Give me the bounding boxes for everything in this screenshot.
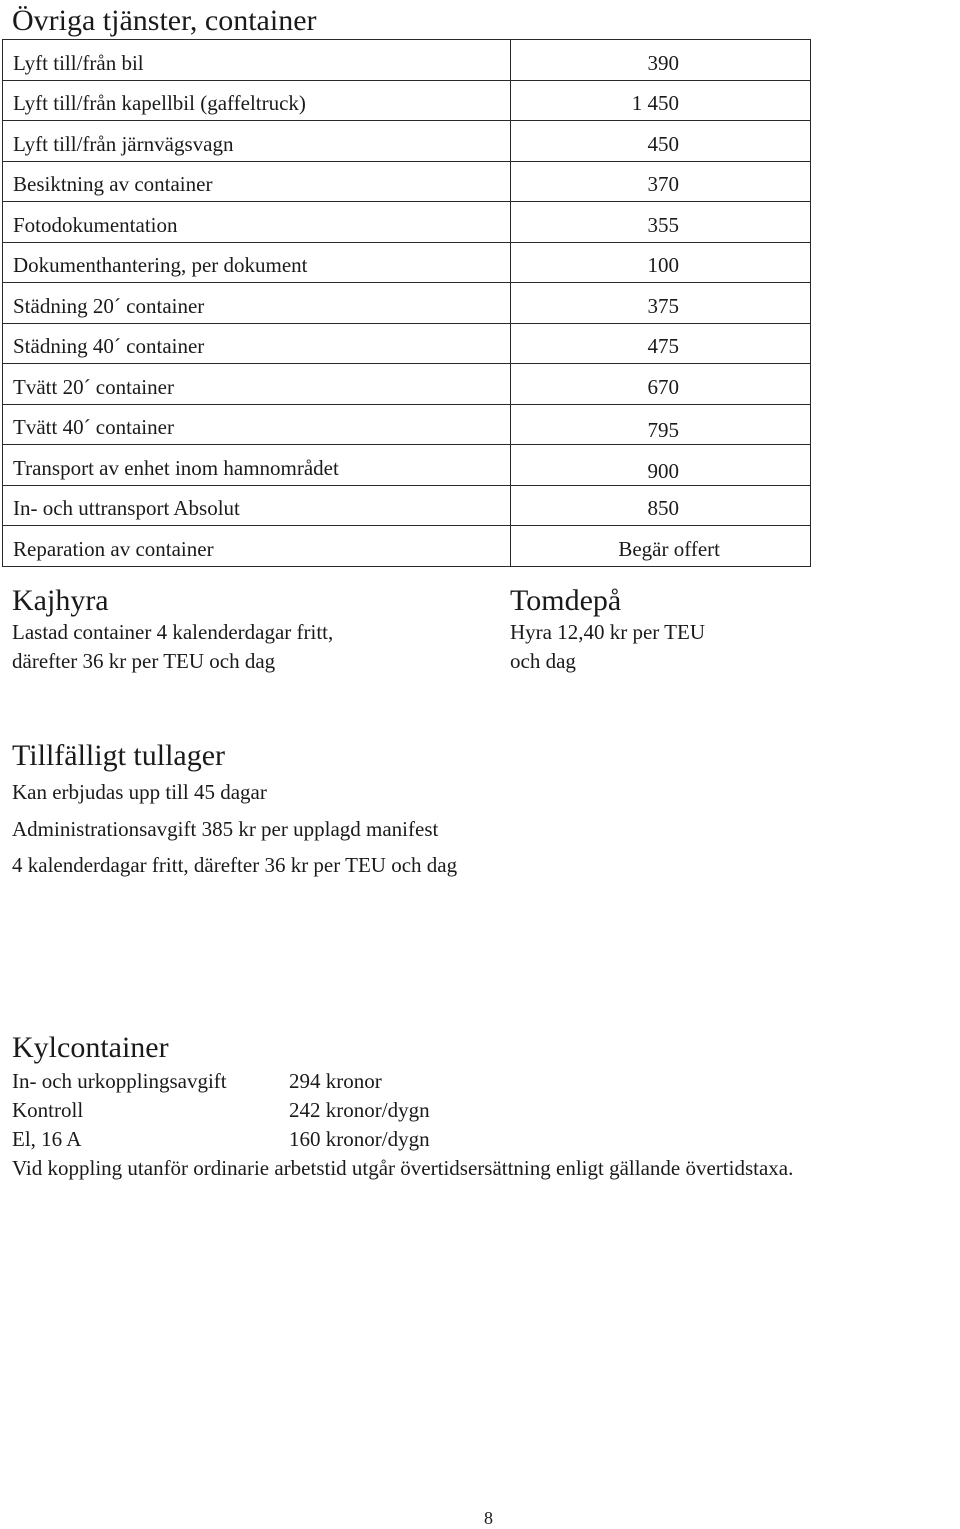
table-row	[3, 40, 811, 81]
tullager-heading: Tillfälligt tullager	[12, 739, 226, 772]
service-name: In- och uttransport Absolut	[3, 485, 511, 526]
service-price: 370	[511, 161, 811, 202]
tullager-line: Kan erbjudas upp till 45 dagar	[12, 780, 267, 804]
kajhyra-block	[12, 584, 333, 676]
service-price: Begär offert	[511, 526, 811, 567]
service-price: 355	[511, 202, 811, 243]
kylcontainer-label: El, 16 A	[12, 1127, 82, 1151]
tomdepa-block	[510, 584, 705, 676]
services-heading: Övriga tjänster, container	[12, 4, 317, 37]
kylcontainer-row	[12, 1096, 430, 1125]
tomdepa-line: Hyra 12,40 kr per TEU	[510, 620, 705, 644]
service-name: Reparation av container	[3, 526, 511, 567]
service-price: 100	[511, 242, 811, 283]
kylcontainer-row	[12, 1125, 430, 1154]
service-price: 375	[511, 283, 811, 324]
price-table	[2, 39, 811, 567]
service-name: Besiktning av container	[3, 161, 511, 202]
tomdepa-heading: Tomdepå	[510, 584, 622, 617]
service-name: Lyft till/från bil	[3, 40, 511, 81]
kajhyra-line: därefter 36 kr per TEU och dag	[12, 649, 276, 673]
kylcontainer-label: In- och urkopplingsavgift	[12, 1069, 227, 1093]
service-price: 1 450	[511, 80, 811, 121]
kylcontainer-value: 160 kronor/dygn	[289, 1127, 430, 1151]
service-name: Lyft till/från järnvägsvagn	[3, 121, 511, 162]
page-number: 8	[484, 1508, 493, 1528]
service-price: 900	[511, 445, 811, 486]
service-price: 795	[511, 404, 811, 445]
kylcontainer-note: Vid koppling utanför ordinarie arbetstid utgår övertidsersättning enligt gällande övertidstaxa.	[12, 1156, 794, 1180]
table-row	[3, 485, 811, 526]
table-row	[3, 161, 811, 202]
table-row	[3, 283, 811, 324]
kylcontainer-value: 242 kronor/dygn	[289, 1098, 430, 1122]
tullager-line: Administrationsavgift 385 kr per upplagd manifest	[12, 817, 439, 841]
service-name: Tvätt 40´ container	[3, 404, 511, 445]
table-row	[3, 242, 811, 283]
table-row	[3, 445, 811, 486]
table-row	[3, 323, 811, 364]
service-price: 850	[511, 485, 811, 526]
service-name: Fotodokumentation	[3, 202, 511, 243]
tomdepa-line: och dag	[510, 649, 576, 673]
tullager-line: 4 kalenderdagar fritt, därefter 36 kr per TEU och dag	[12, 853, 458, 877]
service-name: Tvätt 20´ container	[3, 364, 511, 405]
service-price: 475	[511, 323, 811, 364]
kajhyra-heading: Kajhyra	[12, 584, 109, 617]
service-price: 670	[511, 364, 811, 405]
kylcontainer-label: Kontroll	[12, 1098, 84, 1122]
service-price: 450	[511, 121, 811, 162]
table-row	[3, 526, 811, 567]
kylcontainer-heading: Kylcontainer	[12, 1031, 169, 1064]
table-row	[3, 404, 811, 445]
service-price: 390	[511, 40, 811, 81]
table-row	[3, 202, 811, 243]
kylcontainer-value: 294 kronor	[289, 1069, 382, 1093]
table-row	[3, 364, 811, 405]
service-name: Lyft till/från kapellbil (gaffeltruck)	[3, 80, 511, 121]
table-row	[3, 121, 811, 162]
kajhyra-line: Lastad container 4 kalenderdagar fritt,	[12, 620, 334, 644]
table-row	[3, 80, 811, 121]
kylcontainer-row	[12, 1067, 382, 1096]
service-name: Städning 40´ container	[3, 323, 511, 364]
service-name: Städning 20´ container	[3, 283, 511, 324]
service-name: Dokumenthantering, per dokument	[3, 242, 511, 283]
service-name: Transport av enhet inom hamnområdet	[3, 445, 511, 486]
